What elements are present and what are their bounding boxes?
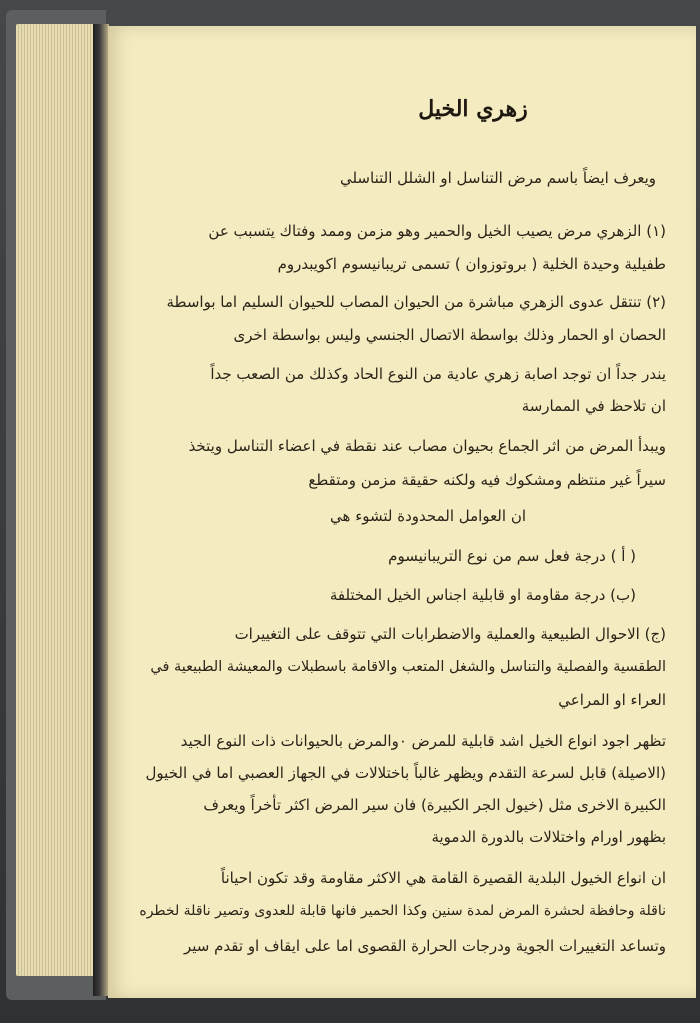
text-line: الكبيرة الاخرى مثل (خيول الجر الكبيرة) فان سير المرض اكثر تأخراً ويعرف — [203, 796, 666, 814]
text-line: ( أ ) درجة فعل سم من نوع التريبانيسوم — [388, 547, 636, 565]
text-line: تظهر اجود انواع الخيل اشد قابلية للمرض ٠والمرض بالحيوانات ذات النوع الجيد — [180, 732, 666, 750]
text-line: وتساعد التغييرات الجوية ودرجات الحرارة القصوى اما على ايقاف او تقدم سير — [183, 937, 666, 955]
text-line: الحصان او الحمار وذلك بواسطة الاتصال الجنسي وليس بواسطة اخرى — [233, 326, 666, 344]
text-line: الطقسية والفصلية والتناسل والشغل المتعب والاقامة باسطبلات والمعيشة الطبيعية في — [150, 659, 666, 675]
text-line: بظهور اورام واختلالات بالدورة الدموية — [431, 828, 666, 846]
book-page — [108, 26, 696, 998]
page-subtitle: ويعرف ايضاً باسم مرض التناسل او الشلل التناسلي — [339, 169, 657, 187]
page-gutter — [93, 24, 109, 996]
text-line: طفيلية وحيدة الخلية ( بروتوزوان ) تسمى تريبانيسوم اكويبدروم — [277, 255, 666, 273]
text-line: ان العوامل المحدودة لتشوء هي — [330, 507, 526, 525]
text-line: ويبدأ المرض من اثر الجماع بحيوان مصاب عند نقطة في اعضاء التناسل ويتخذ — [188, 437, 666, 455]
page-stack-edge — [16, 24, 96, 976]
page-title: زهري الخيل — [418, 96, 528, 122]
text-line: (٢) تنتقل عدوى الزهري مباشرة من الحيوان المصاب للحيوان السليم اما بواسطة — [166, 293, 666, 311]
text-line: ان تلاحظ في الممارسة — [521, 397, 666, 415]
text-line: (١) الزهري مرض يصيب الخيل والحمير وهو مزمن وممد وفتاك يتسبب عن — [208, 222, 666, 240]
text-line: (ب) درجة مقاومة او قابلية اجناس الخيل المختلفة — [329, 586, 636, 604]
text-line: سيراً غير منتظم ومشكوك فيه ولكنه حقيقة مزمن ومتقطع — [308, 471, 666, 489]
text-line: (ج) الاحوال الطبيعية والعملية والاضطرابات التي تتوقف على التغييرات — [234, 625, 666, 643]
text-line: (الاصيلة) قابل لسرعة التقدم ويظهر غالباً باختلالات في الجهاز العصبي اما في الخيول — [145, 764, 666, 782]
text-line: يندر جداً ان توجد اصابة زهري عادية من النوع الحاد وكذلك من الصعب جداً — [210, 365, 666, 383]
text-line: ان انواع الخيول البلدية القصيرة القامة هي الاكثر مقاومة وقد تكون احياناً — [220, 869, 666, 887]
text-line: ناقلة وحافظة لحشرة المرض لمدة سنين وكذا الحمير فانها قابلة للعدوى وتصير ناقلة لخطره — [139, 903, 666, 919]
text-line: العراء او المراعي — [558, 691, 666, 709]
